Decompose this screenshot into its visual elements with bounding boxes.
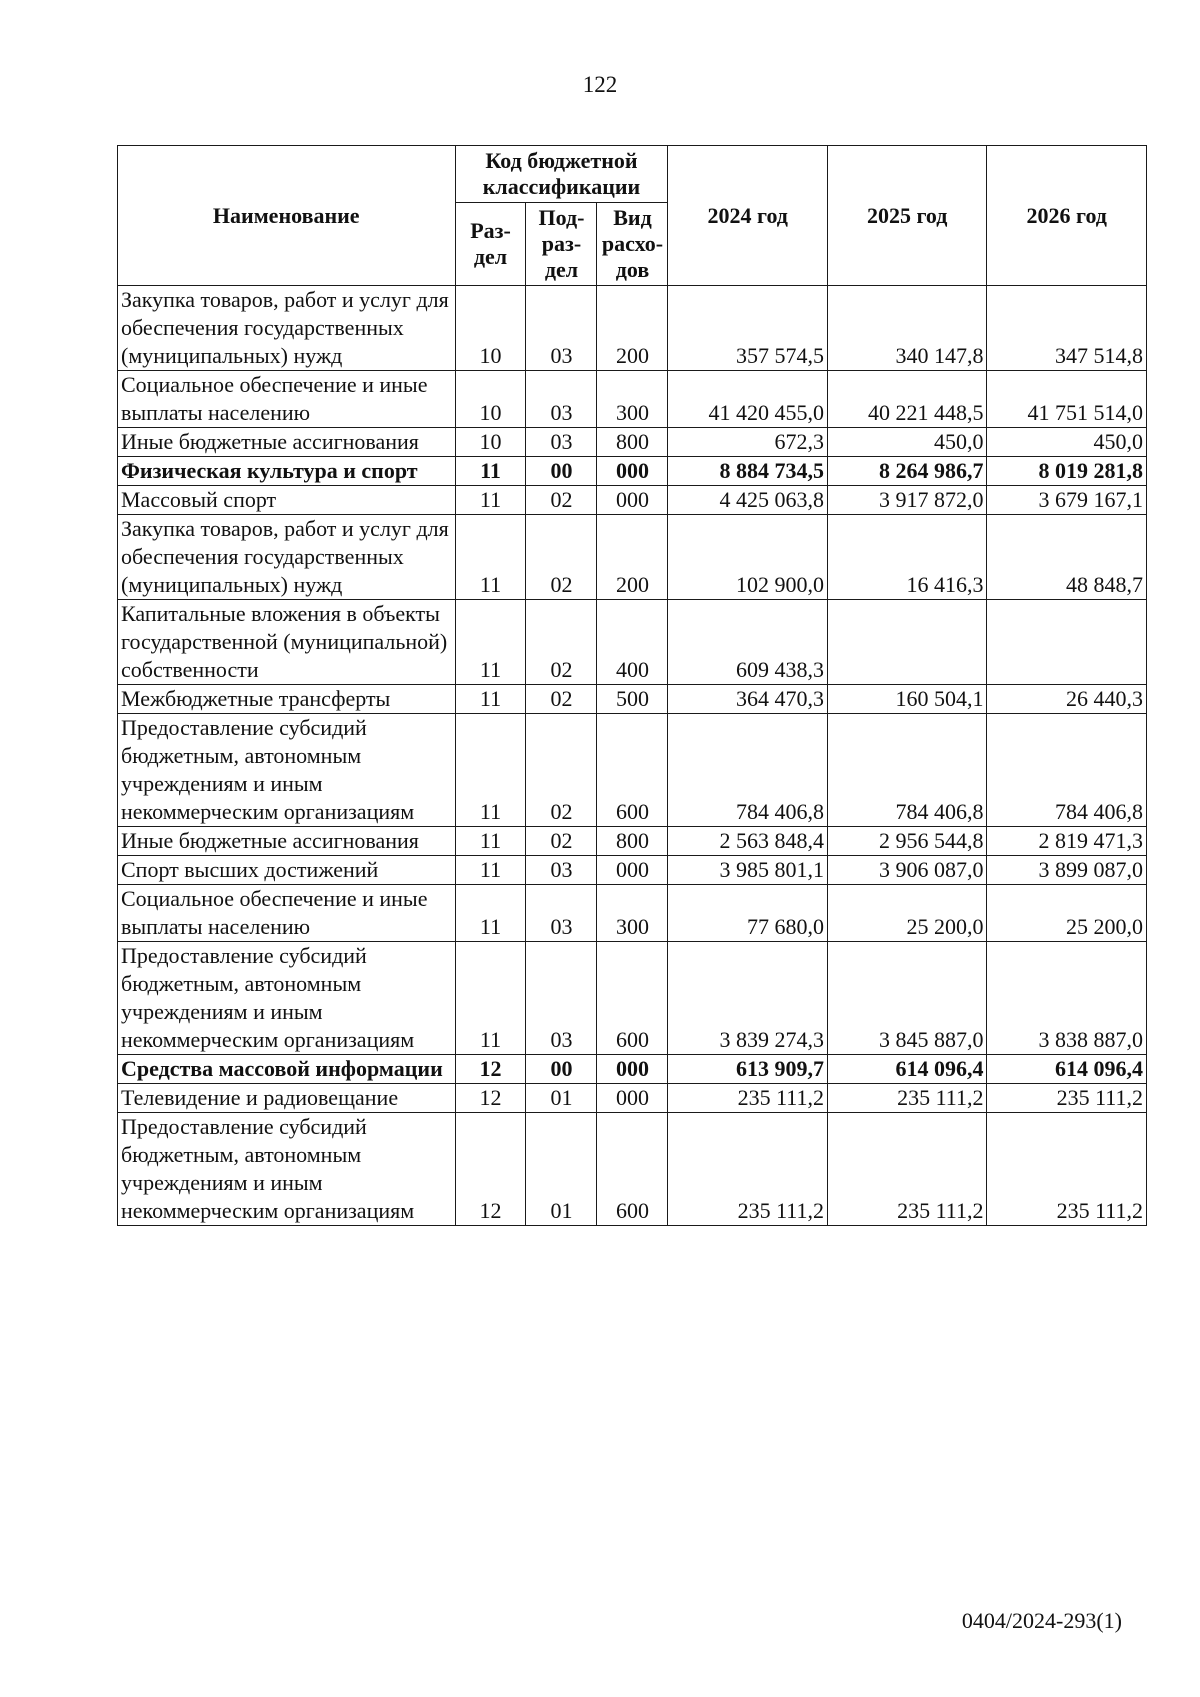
cell-expense-type: 000	[597, 1084, 668, 1113]
table-row	[118, 1113, 1147, 1226]
cell-2025: 614 096,4	[827, 1055, 986, 1084]
table-row	[118, 428, 1147, 457]
header-2025: 2025 год	[827, 146, 986, 286]
cell-section: 11	[455, 714, 526, 827]
cell-2024: 235 111,2	[668, 1113, 827, 1226]
cell-name: Социальное обеспечение и иные выплаты населению	[118, 885, 456, 942]
budget-table	[117, 145, 1147, 1226]
cell-2024: 102 900,0	[668, 515, 827, 600]
cell-expense-type: 000	[597, 457, 668, 486]
cell-name: Телевидение и радиовещание	[118, 1084, 456, 1113]
cell-2026: 784 406,8	[987, 714, 1147, 827]
header-classification: Код бюджетной классификации	[455, 146, 668, 203]
header-row-1	[118, 146, 1147, 203]
table-row	[118, 371, 1147, 428]
cell-subsection: 03	[526, 371, 597, 428]
cell-2025: 340 147,8	[827, 286, 986, 371]
cell-name: Предоставление субсидий бюджетным, автономным учреждениям и иным некоммерческим организациям	[118, 942, 456, 1055]
cell-subsection: 02	[526, 827, 597, 856]
table-row	[118, 942, 1147, 1055]
cell-expense-type: 400	[597, 600, 668, 685]
cell-expense-type: 000	[597, 1055, 668, 1084]
cell-2026: 347 514,8	[987, 286, 1147, 371]
cell-2024: 41 420 455,0	[668, 371, 827, 428]
cell-expense-type: 200	[597, 515, 668, 600]
cell-subsection: 02	[526, 714, 597, 827]
table-row	[118, 600, 1147, 685]
cell-expense-type: 000	[597, 486, 668, 515]
cell-subsection: 03	[526, 856, 597, 885]
cell-name: Капитальные вложения в объекты государственной (муниципальной) собственности	[118, 600, 456, 685]
cell-2026: 41 751 514,0	[987, 371, 1147, 428]
table-row	[118, 286, 1147, 371]
cell-subsection: 01	[526, 1084, 597, 1113]
cell-name: Закупка товаров, работ и услуг для обеспечения государственных (муниципальных) нужд	[118, 286, 456, 371]
cell-expense-type: 500	[597, 685, 668, 714]
cell-2025: 25 200,0	[827, 885, 986, 942]
cell-2024: 784 406,8	[668, 714, 827, 827]
cell-section: 11	[455, 685, 526, 714]
table-row	[118, 1084, 1147, 1113]
cell-expense-type: 800	[597, 428, 668, 457]
table-row	[118, 714, 1147, 827]
table-row	[118, 515, 1147, 600]
cell-2024: 357 574,5	[668, 286, 827, 371]
cell-name: Социальное обеспечение и иные выплаты населению	[118, 371, 456, 428]
cell-2025: 235 111,2	[827, 1084, 986, 1113]
cell-2026: 26 440,3	[987, 685, 1147, 714]
cell-section: 11	[455, 827, 526, 856]
cell-expense-type: 300	[597, 371, 668, 428]
header-2024: 2024 год	[668, 146, 827, 286]
page-number: 122	[582, 72, 618, 97]
cell-2025: 3 845 887,0	[827, 942, 986, 1055]
cell-2026: 2 819 471,3	[987, 827, 1147, 856]
cell-expense-type: 600	[597, 1113, 668, 1226]
cell-section: 11	[455, 457, 526, 486]
cell-2025: 2 956 544,8	[827, 827, 986, 856]
cell-expense-type: 600	[597, 942, 668, 1055]
cell-name: Средства массовой информации	[118, 1055, 456, 1084]
cell-section: 10	[455, 286, 526, 371]
table-row	[118, 856, 1147, 885]
cell-subsection: 00	[526, 1055, 597, 1084]
cell-2026: 8 019 281,8	[987, 457, 1147, 486]
header-2026: 2026 год	[987, 146, 1147, 286]
cell-section: 11	[455, 600, 526, 685]
cell-2025: 784 406,8	[827, 714, 986, 827]
cell-2024: 672,3	[668, 428, 827, 457]
cell-2024: 3 985 801,1	[668, 856, 827, 885]
cell-name: Иные бюджетные ассигнования	[118, 428, 456, 457]
cell-subsection: 02	[526, 685, 597, 714]
cell-2025: 3 917 872,0	[827, 486, 986, 515]
cell-2024: 8 884 734,5	[668, 457, 827, 486]
cell-expense-type: 300	[597, 885, 668, 942]
table-row	[118, 685, 1147, 714]
cell-subsection: 02	[526, 486, 597, 515]
cell-2024: 4 425 063,8	[668, 486, 827, 515]
cell-section: 10	[455, 371, 526, 428]
cell-2024: 2 563 848,4	[668, 827, 827, 856]
table-row	[118, 885, 1147, 942]
table-row	[118, 1055, 1147, 1084]
header-name: Наименование	[118, 146, 456, 286]
cell-subsection: 03	[526, 428, 597, 457]
cell-2026: 3 899 087,0	[987, 856, 1147, 885]
cell-2025: 160 504,1	[827, 685, 986, 714]
cell-name: Межбюджетные трансферты	[118, 685, 456, 714]
cell-subsection: 03	[526, 885, 597, 942]
cell-section: 10	[455, 428, 526, 457]
table-row	[118, 827, 1147, 856]
cell-2025: 16 416,3	[827, 515, 986, 600]
cell-section: 12	[455, 1055, 526, 1084]
cell-2026: 235 111,2	[987, 1113, 1147, 1226]
table-row	[118, 486, 1147, 515]
cell-section: 11	[455, 942, 526, 1055]
cell-section: 11	[455, 486, 526, 515]
cell-name: Предоставление субсидий бюджетным, автономным учреждениям и иным некоммерческим организациям	[118, 1113, 456, 1226]
cell-2025: 3 906 087,0	[827, 856, 986, 885]
cell-section: 12	[455, 1084, 526, 1113]
cell-2024: 235 111,2	[668, 1084, 827, 1113]
header-expense-type: Вид расхо- дов	[597, 203, 668, 286]
cell-subsection: 03	[526, 942, 597, 1055]
cell-expense-type: 800	[597, 827, 668, 856]
cell-2026: 3 679 167,1	[987, 486, 1147, 515]
cell-subsection: 02	[526, 515, 597, 600]
cell-2024: 609 438,3	[668, 600, 827, 685]
cell-2024: 364 470,3	[668, 685, 827, 714]
cell-2026: 450,0	[987, 428, 1147, 457]
cell-section: 12	[455, 1113, 526, 1226]
cell-2025: 8 264 986,7	[827, 457, 986, 486]
cell-section: 11	[455, 515, 526, 600]
cell-2026: 614 096,4	[987, 1055, 1147, 1084]
cell-subsection: 00	[526, 457, 597, 486]
cell-2026: 25 200,0	[987, 885, 1147, 942]
cell-2025: 40 221 448,5	[827, 371, 986, 428]
cell-name: Спорт высших достижений	[118, 856, 456, 885]
cell-2025	[827, 600, 986, 685]
cell-expense-type: 200	[597, 286, 668, 371]
cell-subsection: 01	[526, 1113, 597, 1226]
cell-2025: 235 111,2	[827, 1113, 986, 1226]
cell-expense-type: 000	[597, 856, 668, 885]
cell-2025: 450,0	[827, 428, 986, 457]
cell-2026	[987, 600, 1147, 685]
cell-subsection: 02	[526, 600, 597, 685]
cell-2026: 48 848,7	[987, 515, 1147, 600]
header-section: Раз- дел	[455, 203, 526, 286]
cell-section: 11	[455, 885, 526, 942]
cell-name: Массовый спорт	[118, 486, 456, 515]
cell-2026: 3 838 887,0	[987, 942, 1147, 1055]
cell-2024: 3 839 274,3	[668, 942, 827, 1055]
table-row	[118, 457, 1147, 486]
cell-name: Иные бюджетные ассигнования	[118, 827, 456, 856]
cell-name: Закупка товаров, работ и услуг для обеспечения государственных (муниципальных) нужд	[118, 515, 456, 600]
cell-name: Физическая культура и спорт	[118, 457, 456, 486]
cell-subsection: 03	[526, 286, 597, 371]
header-subsection: Под- раз- дел	[526, 203, 597, 286]
table-body	[118, 286, 1147, 1226]
cell-expense-type: 600	[597, 714, 668, 827]
document-code: 0404/2024-293(1)	[961, 1608, 1122, 1633]
cell-name: Предоставление субсидий бюджетным, автономным учреждениям и иным некоммерческим организациям	[118, 714, 456, 827]
cell-2024: 613 909,7	[668, 1055, 827, 1084]
cell-2024: 77 680,0	[668, 885, 827, 942]
cell-section: 11	[455, 856, 526, 885]
cell-2026: 235 111,2	[987, 1084, 1147, 1113]
